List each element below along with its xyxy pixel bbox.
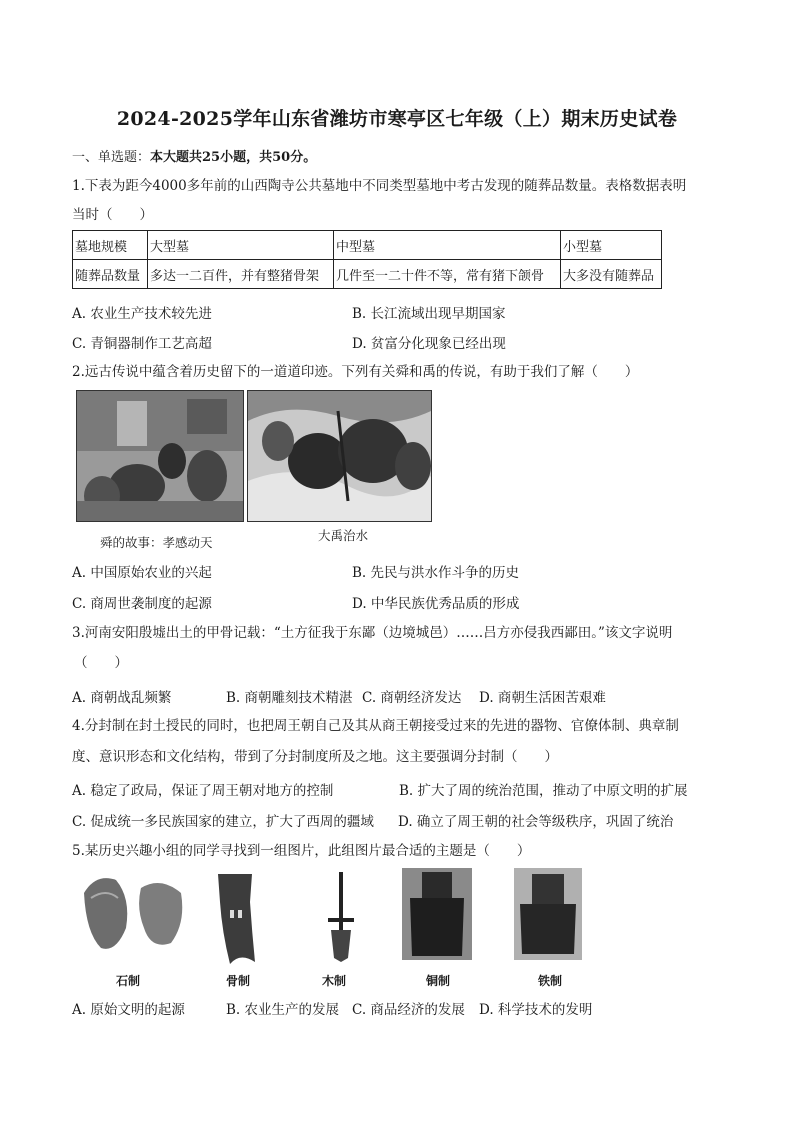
q2-option-b[interactable]: B. 先民与洪水作斗争的历史 [352, 565, 520, 581]
table-cell: 大多没有随葬品 [561, 260, 662, 289]
q4-option-d[interactable]: D. 确立了周王朝的社会等级秩序，巩固了统治 [398, 814, 674, 830]
q5-option-a[interactable]: A. 原始文明的起源 [72, 1002, 185, 1018]
section-prefix: 一、单选题： [72, 150, 151, 165]
q5-option-d[interactable]: D. 科学技术的发明 [479, 1002, 593, 1018]
tool-label-iron: 铁制 [538, 974, 563, 988]
q1-option-b[interactable]: B. 长江流域出现早期国家 [352, 306, 506, 322]
tool-label-wood: 木制 [322, 974, 347, 988]
q3-option-c[interactable]: C. 商朝经济发达 [362, 690, 462, 706]
q5-stem: 5.某历史兴趣小组的同学寻找到一组图片，此组图片最合适的主题是（ ） [72, 843, 531, 859]
bronze-tool-image [402, 868, 472, 960]
q2-stem: 2.远古传说中蕴含着历史留下的一道道印迹。下列有关舜和禹的传说，有助于我们了解（ ） [72, 364, 639, 380]
stone-tools-image [76, 868, 191, 960]
table-cell: 几件至一二十件不等，常有猪下颌骨 [334, 260, 561, 289]
q5-option-c[interactable]: C. 商品经济的发展 [352, 1002, 465, 1018]
photo-flood-control [247, 390, 432, 522]
q3-option-b[interactable]: B. 商朝雕刻技术精湛 [226, 690, 353, 706]
q1-stem-line2: 当时（ ） [72, 207, 153, 223]
table-cell: 随葬品数量 [73, 260, 148, 289]
bone-tool-image [210, 872, 260, 967]
q1-stem-line1: 1.下表为距今4000多年前的山西陶寺公共墓地中不同类型墓地中考古发现的随葬品数量。表格数据表明 [72, 178, 687, 194]
iron-tool-image [514, 868, 582, 960]
tool-label-bone: 骨制 [226, 974, 251, 988]
q4-option-b[interactable]: B. 扩大了周的统治范围，推动了中原文明的扩展 [399, 783, 688, 799]
tool-label-stone: 石制 [116, 974, 141, 988]
caption-flood-control: 大禹治水 [318, 528, 369, 543]
table-cell: 多达一二百件，并有整猪骨架 [148, 260, 334, 289]
section-heading [72, 146, 316, 165]
q2-option-d[interactable]: D. 中华民族优秀品质的形成 [352, 596, 520, 612]
q4-stem-line1: 4.分封制在封土授民的同时，也把周王朝自己及其从商王朝接受过来的先进的器物、官僚体制、典章制 [72, 718, 679, 734]
q1-option-d[interactable]: D. 贫富分化现象已经出现 [352, 336, 506, 352]
q3-option-a[interactable]: A. 商朝战乱频繁 [72, 690, 172, 706]
q5-option-b[interactable]: B. 农业生产的发展 [226, 1002, 340, 1018]
q1-table [72, 230, 662, 289]
q4-option-c[interactable]: C. 促成统一多民族国家的建立，扩大了西周的疆域 [72, 814, 374, 830]
table-row [73, 260, 662, 289]
q2-option-a[interactable]: A. 中国原始农业的兴起 [72, 565, 212, 581]
q1-option-a[interactable]: A. 农业生产技术较先进 [72, 306, 212, 322]
q4-stem-line2: 度、意识形态和文化结构，带到了分封制度所及之地。这主要强调分封制（ ） [72, 749, 558, 765]
tool-label-bronze: 铜制 [426, 974, 451, 988]
q2-option-c[interactable]: C. 商周世袭制度的起源 [72, 596, 212, 612]
photo-filial-piety [76, 390, 244, 522]
q4-option-a[interactable]: A. 稳定了政局，保证了周王朝对地方的控制 [72, 783, 334, 799]
q3-option-d[interactable]: D. 商朝生活困苦艰难 [479, 690, 606, 706]
table-cell: 中型墓 [334, 231, 561, 260]
q3-stem-line2: （ ） [74, 655, 128, 671]
exam-title: 2024-2025学年山东省潍坊市寒亭区七年级（上）期末历史试卷 [116, 108, 678, 130]
table-cell: 小型墓 [561, 231, 662, 260]
table-row [73, 231, 662, 260]
q3-stem-line1: 3.河南安阳殷墟出土的甲骨记载：“土方征我于东鄙（边境城邑）……吕方亦侵我西鄙田。”该文字说明 [72, 625, 673, 641]
table-cell: 大型墓 [148, 231, 334, 260]
table-cell: 墓地规模 [73, 231, 148, 260]
section-description: 本大题共25小题，共50分。 [150, 150, 317, 165]
wooden-tool-image [316, 870, 366, 965]
caption-filial-piety: 舜的故事：孝感动天 [100, 535, 213, 550]
q1-option-c[interactable]: C. 青铜器制作工艺高超 [72, 336, 212, 352]
